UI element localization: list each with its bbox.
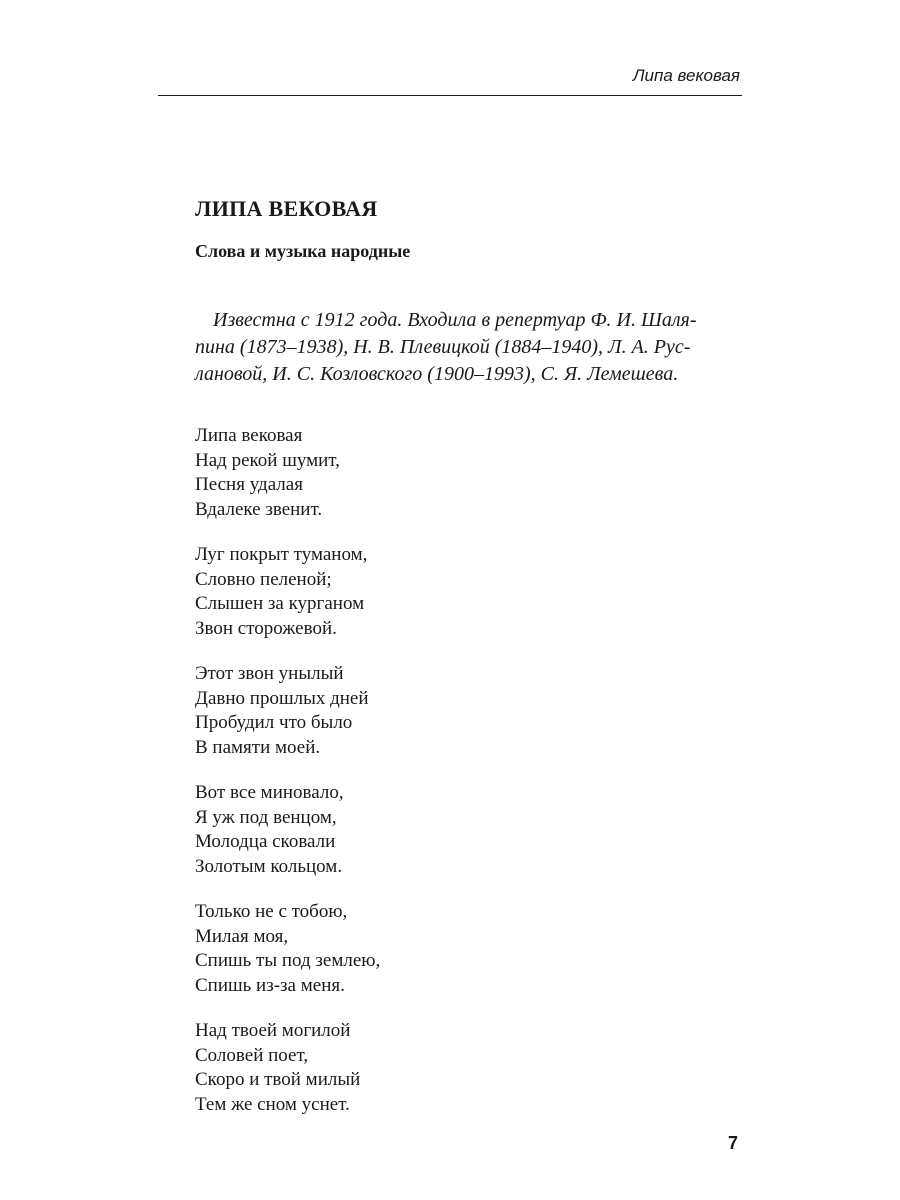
lyric-line: Луг покрыт туманом, xyxy=(195,544,368,565)
song-note xyxy=(195,307,725,388)
lyric-line: Над твоей могилой xyxy=(195,1020,351,1041)
lyric-line: Я уж под венцом, xyxy=(195,806,337,828)
lyric-line: В памяти моей. xyxy=(195,736,321,758)
lyric-line: Тем же сном уснет. xyxy=(195,1093,350,1115)
lyric-line: Слышен за курганом xyxy=(195,593,365,614)
song-title: ЛИПА ВЕКОВАЯ xyxy=(195,196,378,221)
lyric-line: Этот звон унылый xyxy=(195,663,344,684)
stanza xyxy=(195,1019,380,1117)
lyric-line: Вот все миновало, xyxy=(195,782,344,803)
note-line: пина (1873–1938), Н. В. Плевицкой (1884–1940), Л. А. Рус- xyxy=(195,336,691,358)
lyric-line: Скоро и твой милый xyxy=(195,1069,361,1090)
stanza xyxy=(195,662,380,760)
lyric-line: Песня удалая xyxy=(195,474,303,495)
lyric-line: Звон сторожевой. xyxy=(195,617,337,639)
stanza xyxy=(195,781,380,879)
song-lyrics xyxy=(195,424,380,1138)
lyric-line: Только не с тобою, xyxy=(195,901,348,922)
page-number: 7 xyxy=(728,1133,739,1153)
lyric-line: Над рекой шумит, xyxy=(195,449,340,471)
lyric-line: Пробудил что было xyxy=(195,712,353,733)
lyric-line: Спишь ты под землею, xyxy=(195,950,381,971)
song-credits: Слова и музыка народные xyxy=(195,241,411,261)
lyric-line: Милая моя, xyxy=(195,925,289,947)
lyric-line: Соловей поет, xyxy=(195,1044,309,1066)
note-line: Известна с 1912 года. Входила в репертуар Ф. И. Шаля- xyxy=(213,309,697,331)
lyric-line: Золотым кольцом. xyxy=(195,855,343,877)
running-head: Липа вековая xyxy=(632,66,740,85)
stanza xyxy=(195,543,380,641)
lyric-line: Спишь из-за меня. xyxy=(195,974,345,996)
lyric-line: Молодца сковали xyxy=(195,831,336,852)
stanza xyxy=(195,424,380,522)
lyric-line: Словно пеленой; xyxy=(195,568,332,590)
lyric-line: Вдалеке звенит. xyxy=(195,498,323,520)
lyric-line: Давно прошлых дней xyxy=(195,687,369,709)
note-line: лановой, И. С. Козловского (1900–1993), С. Я. Лемешева. xyxy=(195,363,679,385)
lyric-line: Липа вековая xyxy=(195,425,303,446)
header-rule xyxy=(158,95,742,96)
stanza xyxy=(195,900,380,998)
